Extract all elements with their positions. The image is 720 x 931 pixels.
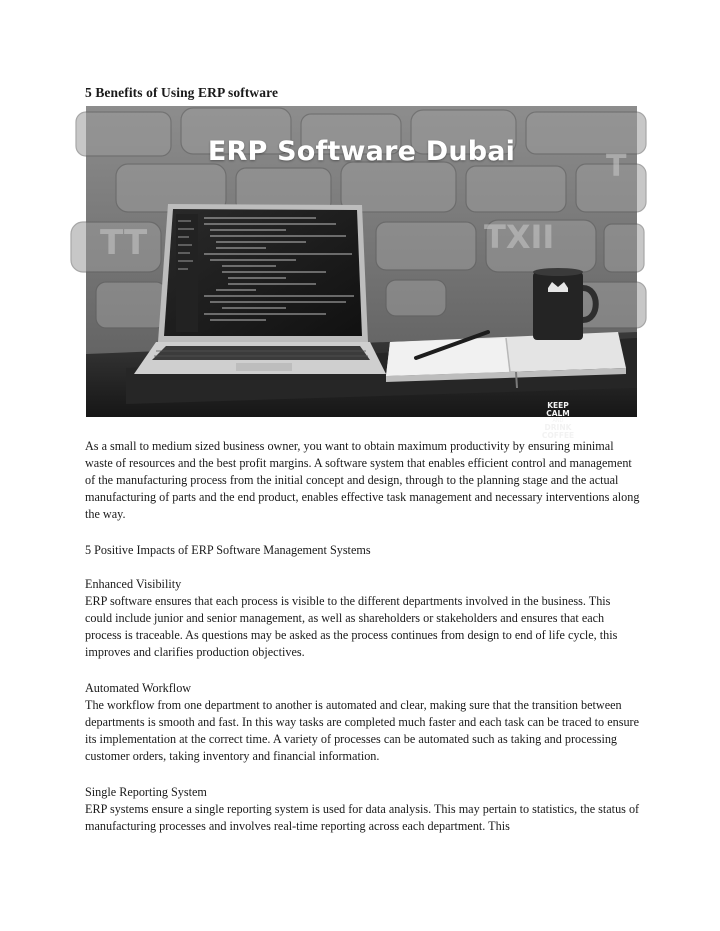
impacts-heading: 5 Positive Impacts of ERP Software Management Systems: [85, 543, 371, 557]
mug-slogan: [533, 402, 583, 440]
svg-text:TT: TT: [100, 223, 148, 263]
hero-image: [86, 106, 637, 440]
page-title: 5 Benefits of Using ERP software: [85, 85, 279, 100]
intro-paragraph: As a small to medium sized business owner, you want to obtain maximum productivity by ensuring minimal waste of resources and the best profit margins. A software system that enables efficient control and management of the manufacturing process from the initial concept and design, through to the planning stage and the actual manufacturing of parts and the end product, enables effective task management and necessary interventions along the way.: [85, 439, 640, 521]
section-enhanced-visibility: [85, 576, 640, 661]
svg-text:TXII: TXII: [484, 218, 555, 256]
mug-slogan-line: KEEP: [547, 401, 569, 410]
svg-text:T: T: [606, 149, 627, 184]
mug-slogan-line: COFFEE: [541, 431, 575, 440]
mug-slogan-line: AND: [552, 418, 564, 424]
section-heading: Single Reporting System: [85, 785, 207, 799]
section-single-reporting-system: [85, 784, 640, 835]
mug-slogan-line: DRINK: [544, 423, 572, 432]
hero-heading: ERP Software Dubai: [207, 136, 516, 167]
section-body: The workflow from one department to another is automated and clear, making sure that the transition between departments is smooth and fast. In this way tasks are completed much faster and each task can be traced to ensure its implementation at the correct time. A variety of processes can be automated such as taking and processing customer orders, taking inventory and financial information.: [85, 698, 640, 763]
section-body: ERP software ensures that each process is visible to the different departments involved in the business. This could include junior and senior management, as well as shareholders or stakeholders and ensures that each process is traceable. As questions may be asked as the process continues from design to end of life cycle, this improves and clarifies production objectives.: [85, 594, 618, 659]
section-heading: Enhanced Visibility: [85, 577, 182, 591]
section-body: ERP systems ensure a single reporting system is used for data analysis. This may pertain to statistics, the status of manufacturing processes and involves real-time reporting across each department. This: [85, 802, 640, 833]
mug-slogan-line: CALM: [546, 409, 570, 418]
section-automated-workflow: [85, 680, 640, 765]
section-heading: Automated Workflow: [85, 681, 192, 695]
